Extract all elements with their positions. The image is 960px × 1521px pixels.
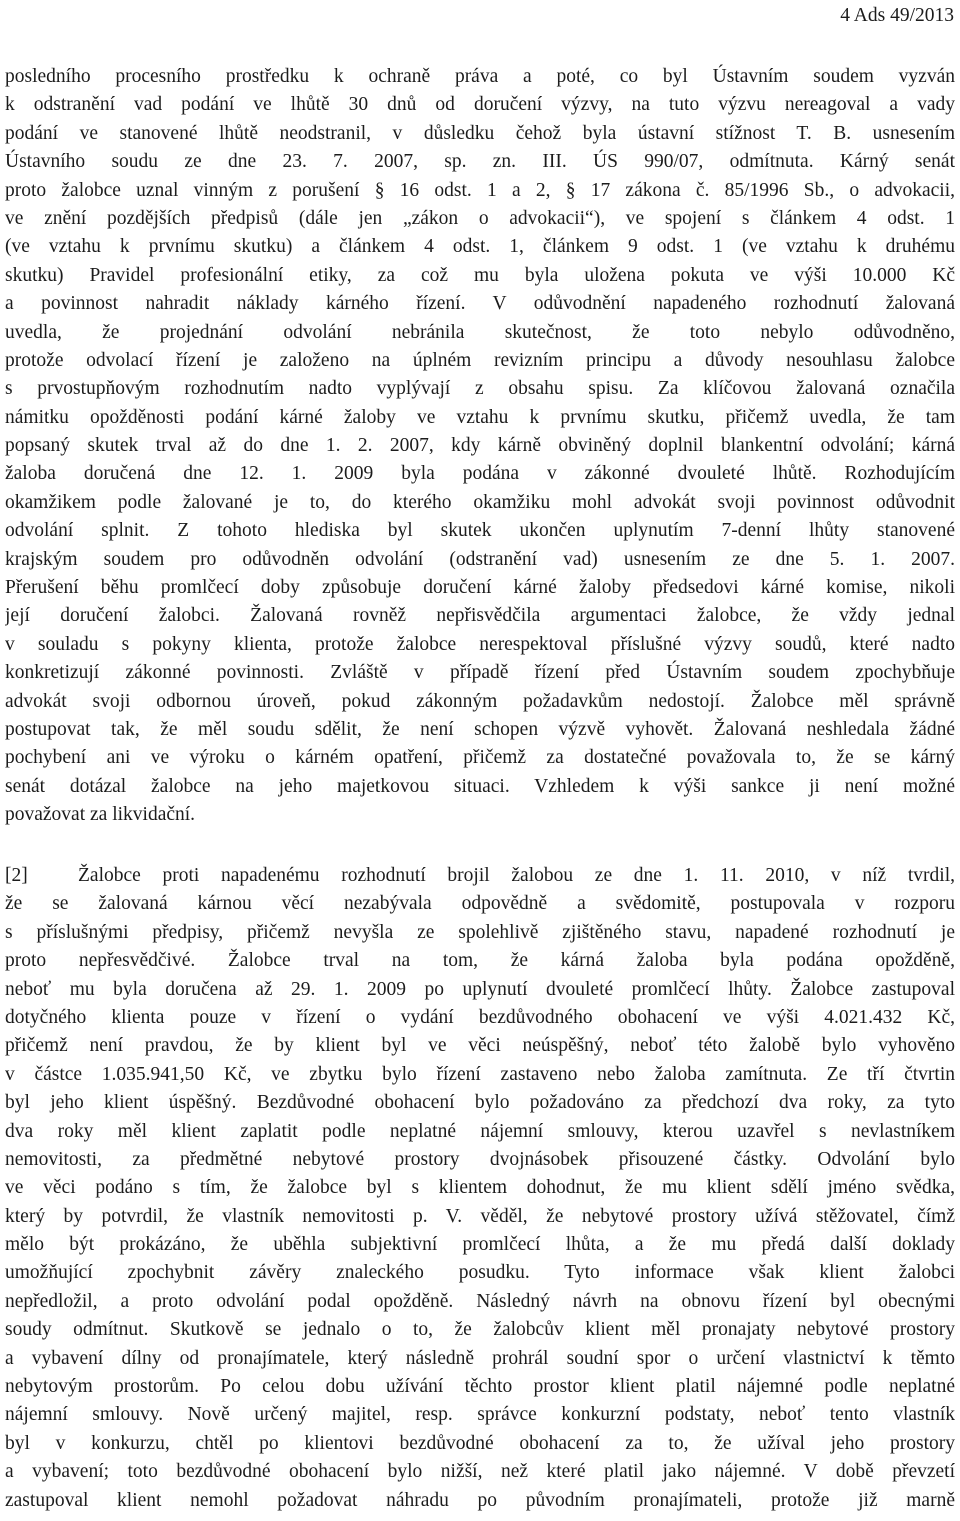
text-line: s příslušnými předpisy, přičemž nevyšla ze spolehlivě zjištěného stavu, napadené rozhodnutí je — [5, 921, 955, 943]
text-line: postupovat tak, že měl soudu sdělit, že není schopen výzvě vyhovět. Žalovaná neshledala žádné — [5, 718, 955, 740]
text-line: Přerušení běhu promlčecí doby způsobuje doručení kárné žaloby předsedovi kárné komise, nikoli — [5, 577, 955, 599]
text-line: a vybavení; toto bezdůvodné obohacení bylo nižší, než které platil jako nájemné. V době převzetí — [5, 1461, 955, 1483]
text-line: konkretizují zákonné povinnosti. Zvláště v případě řízení před Ústavním soudem zpochybňuje — [5, 662, 955, 684]
text-line: odvolání splnit. Z tohoto hlediska byl skutek ukončen uplynutím 7-denní lhůty stanovené — [5, 520, 955, 542]
text-line: s prvostupňovým rozhodnutím nadto vyplývají z obsahu spisu. Za klíčovou žalovaná označila — [5, 378, 955, 400]
text-line: proto žalobce uznal vinným z porušení § 16 odst. 1 a 2, § 17 zákona č. 85/1996 Sb., o advokacii, — [5, 179, 955, 201]
text-line: nebytovým prostorům. Po celou dobu užívání těchto prostor klient platil nájemné podle neplatné — [5, 1376, 955, 1398]
text-line: mělo být prokázáno, že uběhla subjektivní promlčecí lhůta, a že mu předá další doklady — [5, 1234, 955, 1256]
text-line: její doručení žalobci. Žalovaná rovněž nepřisvědčila argumentaci žalobce, že vždy jednal — [5, 605, 955, 627]
paragraph-2 — [5, 862, 955, 1515]
text-line: advokát svoji odbornou úroveň, pokud zákonným požadavkům nedostojí. Žalobce měl správně — [5, 690, 955, 712]
text-line: který by potvrdil, že vlastník nemovitosti p. V. věděl, že nebytové prostory užívá stěžovatel, čímž — [5, 1205, 955, 1227]
text-line: byl v konkurzu, chtěl po klientovi bezdůvodné obohacení za to, že užíval jeho prostory — [5, 1432, 955, 1454]
text-line: Ústavního soudu ze dne 23. 7. 2007, sp. zn. III. ÚS 990/07, odmítnuta. Kárný senát — [5, 151, 955, 173]
text-line: k odstranění vad podání ve lhůtě 30 dnů od doručení výzvy, na tuto výzvu nereagoval a vady — [5, 94, 955, 116]
text-line: nepředložil, a proto odvolání podal opožděně. Následný návrh na obnovu řízení byl obecnými — [5, 1290, 955, 1312]
text-line: umožňující zpochybnit závěry znaleckého posudku. Tyto informace však klient žalobci — [5, 1262, 955, 1284]
text-line — [5, 862, 955, 890]
text-line: uvedla, že projednání odvolání nebránila skutečnost, že toto nebylo odůvodněno, — [5, 321, 955, 343]
text-line: neboť mu byla doručena až 29. 1. 2009 po uplynutí dvouleté promlčecí lhůty. Žalobce zastupoval — [5, 978, 955, 1000]
text-line: považovat za likvidační. — [5, 804, 196, 826]
text-line: podání ve stanovené lhůtě neodstranil, v důsledku čehož byla ústavní stížnost T. B. usnesením — [5, 122, 955, 144]
text-line: nájemní smlouvy. Nově určený majitel, resp. správce konkurzní podstaty, neboť tento vlastník — [5, 1404, 955, 1426]
text-line: protože odvolací řízení je založeno na úplném revizním principu a důvody nesouhlasu žalobce — [5, 349, 955, 371]
document-reference: 4 Ads 49/2013 — [840, 5, 954, 26]
text-line: ve znění pozdějších předpisů (dále jen „zákon o advokacii“), ve spojení s článkem 4 odst. 1 — [5, 207, 955, 229]
text-line: posledního procesního prostředku k ochraně práva a poté, co byl Ústavním soudem vyzván — [5, 66, 955, 87]
text-line: skutku) Pravidel profesionální etiky, za což mu byla uložena pokuta ve výši 10.000 Kč — [5, 264, 955, 286]
text-line: okamžikem podle žalované je to, do kterého okamžiku mohl advokát svoji povinnost odůvodnit — [5, 491, 955, 513]
text-line-content: Žalobce proti napadenému rozhodnutí brojil žalobou ze dne 1. 11. 2010, v níž tvrdil, — [78, 865, 955, 886]
text-line: dotyčného klienta pouze v řízení o vydání bezdůvodného obohacení ve výši 4.021.432 Kč, — [5, 1006, 955, 1028]
text-line: dva roky měl klient zaplatit podle neplatné nájemní smlouvy, kterou uzavřel s nevlastníkem — [5, 1120, 955, 1142]
text-line: popsaný skutek trval až do dne 1. 2. 2007, kdy kárně obviněný doplnil blankentní odvolání; kárná — [5, 435, 955, 457]
text-line: žaloba doručená dne 12. 1. 2009 byla podána v zákonné dvouleté lhůtě. Rozhodujícím — [5, 463, 955, 485]
paragraph-number: [2] — [5, 865, 28, 886]
text-line: ve věci podáno s tím, že žalobce byl s klientem dohodnut, že mu klient sdělí jméno svědka, — [5, 1177, 955, 1199]
text-line: námitku opožděnosti podání kárné žaloby ve vztahu k prvnímu skutku, přičemž uvedla, že tam — [5, 406, 955, 428]
text-line: proto nepřesvědčivé. Žalobce trval na tom, že kárná žaloba byla podána opožděně, — [5, 950, 955, 972]
text-line: byl jeho klient úspěšný. Bezdůvodné obohacení bylo požadováno za předchozí dva roky, za tyto — [5, 1092, 955, 1114]
text-line: krajským soudem pro odůvodněn odvolání (odstranění vad) usnesením ze dne 5. 1. 2007. — [5, 548, 955, 570]
text-line: v částce 1.035.941,50 Kč, ve zbytku bylo řízení zastaveno nebo žaloba zamítnuta. Ze tří čtvrtin — [5, 1063, 955, 1085]
text-line: a povinnost nahradit náklady kárného řízení. V odůvodnění napadeného rozhodnutí žalovaná — [5, 293, 955, 315]
text-line: senát dotázal žalobce na jeho majetkovou situaci. Vzhledem k výši sankce ji není možné — [5, 775, 955, 797]
text-line: pochybení ani ve výroku o kárném opatření, přičemž za dostatečné považovala to, že se kárný — [5, 747, 955, 769]
text-line: přičemž není pravdou, že by klient byl ve věci neúspěšný, neboť této žalobě bylo vyhověno — [5, 1035, 955, 1057]
text-line: zastupoval klient nemohl požadovat náhradu po původním pronajímateli, protože již marně — [5, 1489, 955, 1511]
text-line: soudy odmítnut. Skutkově se jednalo o to, že žalobcův klient měl pronajaty nebytové prostory — [5, 1319, 955, 1341]
paragraph-1 — [5, 63, 955, 830]
text-line: nemovitosti, za předmětné nebytové prostory dvojnásobek přisouzené částky. Odvolání bylo — [5, 1148, 955, 1170]
text-line: a vybavení dílny od pronajímatele, který následně prohrál soudní spor o určení vlastnictví k těmto — [5, 1347, 955, 1369]
text-line: v souladu s pokyny klienta, protože žalobce nerespektoval příslušné výzvy soudů, které nadto — [5, 633, 955, 655]
text-line: (ve vztahu k prvnímu skutku) a článkem 4 odst. 1, článkem 9 odst. 1 (ve vztahu k druhému — [5, 236, 955, 258]
text-line: že se žalovaná kárnou věcí nezabývala odpovědně a svědomitě, postupovala v rozporu — [5, 893, 955, 915]
